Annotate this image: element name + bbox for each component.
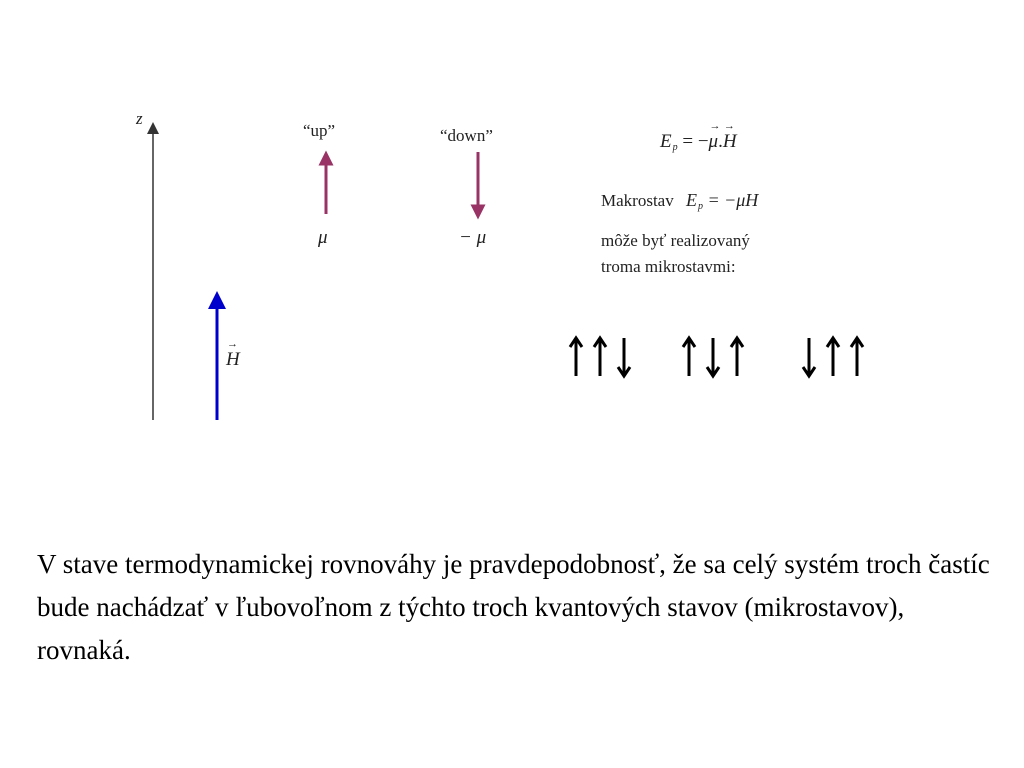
- energy-symbol: E: [660, 131, 672, 152]
- energy-subscript: p: [672, 142, 678, 153]
- macrostate-line3: troma mikrostavmi:: [601, 257, 736, 276]
- microstate-2-up-arrow: [731, 338, 743, 376]
- macrostate-line1: [601, 188, 758, 219]
- up-moment-label: μ: [318, 227, 328, 248]
- microstate-2-up-arrow: [683, 338, 695, 376]
- down-moment-label: − μ: [459, 227, 487, 248]
- field-label: [226, 350, 240, 369]
- mu-vector: → μ: [709, 132, 719, 151]
- macrostate-energy: [686, 190, 758, 210]
- microstates-group: [570, 338, 863, 376]
- macro-e-subscript: p: [697, 201, 703, 212]
- energy-formula: [660, 132, 737, 153]
- explanation-paragraph: V stave termodynamickej rovnováhy je pravdepodobnosť, že sa celý systém troch častíc bude nachádzať v ľubovoľnom z týchto troch kvantových stavov (mikrostavov), rovnaká.: [37, 549, 990, 665]
- up-label: “up”: [303, 121, 336, 140]
- macrostate-line2: môže byť realizovaný: [601, 231, 750, 250]
- energy-equals: = −: [677, 131, 709, 152]
- field-vector-symbol: → H: [226, 350, 240, 369]
- z-axis-label: z: [136, 109, 143, 128]
- microstate-1-up-arrow: [594, 338, 606, 376]
- down-label: “down”: [440, 126, 493, 145]
- microstate-3-down-arrow: [803, 338, 815, 376]
- microstate-1-down-arrow: [618, 338, 630, 376]
- dot-operator: .: [718, 131, 723, 152]
- microstate-3-up-arrow: [827, 338, 839, 376]
- microstate-2-down-arrow: [707, 338, 719, 376]
- macro-e-symbol: E: [685, 190, 697, 210]
- macro-formula-rhs: = −μH: [702, 190, 759, 210]
- microstate-1-up-arrow: [570, 338, 582, 376]
- h-vector: → H: [723, 132, 737, 151]
- microstate-3-up-arrow: [851, 338, 863, 376]
- macrostate-word: Makrostav: [601, 191, 674, 210]
